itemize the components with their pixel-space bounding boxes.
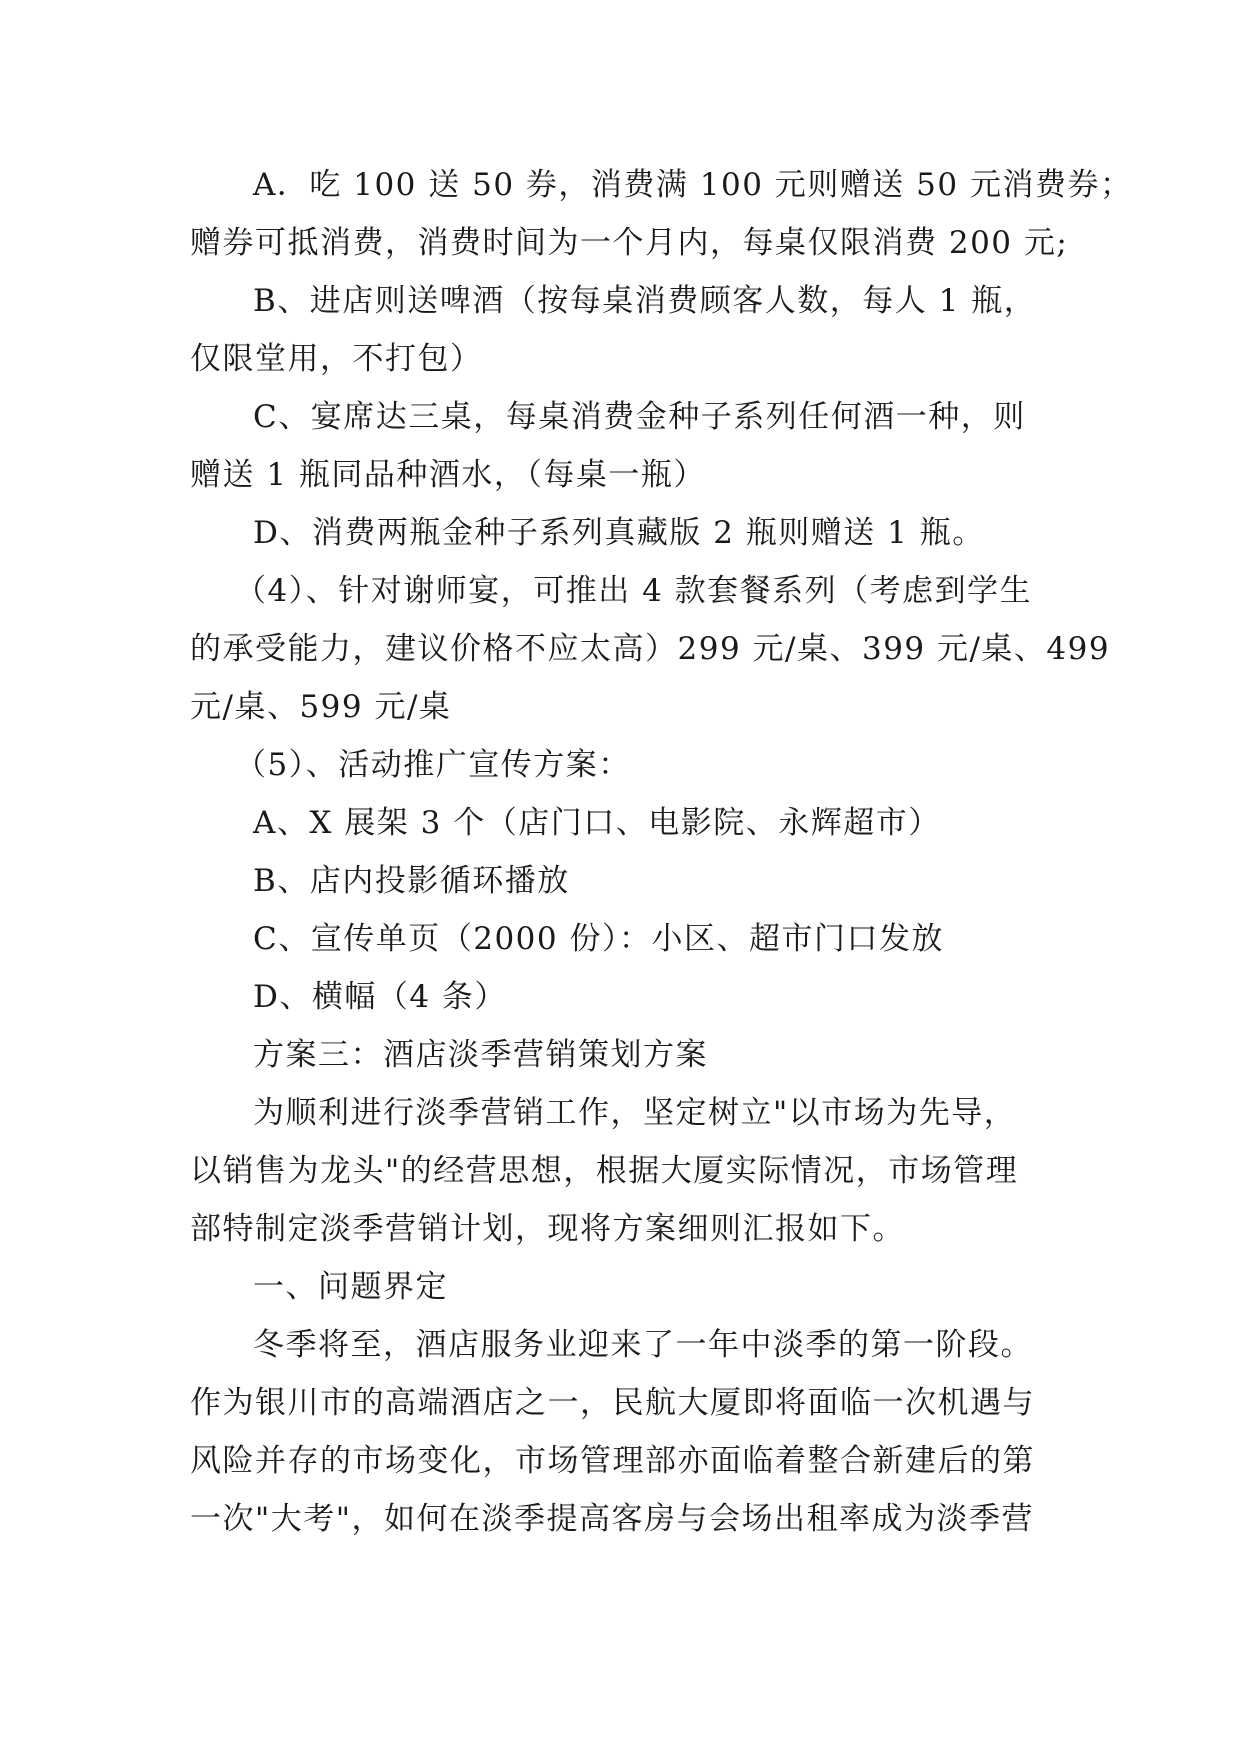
intro-line-1: 为顺利进行淡季营销工作，坚定树立"以市场为先导， <box>253 1095 1017 1131</box>
publicity-a: A、X 展架 3 个（店门口、电影院、永辉超市） <box>253 805 941 841</box>
document-body <box>190 156 1133 1548</box>
publicity-d: D、横幅（4 条） <box>253 979 507 1015</box>
promo-b-line-2: 仅限堂用，不打包） <box>190 341 483 377</box>
intro-line-3: 部特制定淡季营销计划，现将方案细则汇报如下。 <box>190 1211 905 1247</box>
section-4-line-3: 元/桌、599 元/桌 <box>190 689 452 725</box>
publicity-c: C、宣传单页（2000 份）：小区、超市门口发放 <box>253 921 944 957</box>
promo-a-line-1: A．吃 100 送 50 券，消费满 100 元则赠送 50 元消费券； <box>253 167 1133 203</box>
problem-definition-heading: 一、问题界定 <box>253 1269 448 1305</box>
section-4-line-2: 的承受能力，建议价格不应太高）299 元/桌、399 元/桌、499 <box>190 631 1111 667</box>
promo-d-line: D、消费两瓶金种子系列真藏版 2 瓶则赠送 1 瓶。 <box>253 515 985 551</box>
problem-line-4: 一次"大考"，如何在淡季提高客房与会场出租率成为淡季营 <box>190 1501 1035 1537</box>
plan-three-title: 方案三：酒店淡季营销策划方案 <box>253 1037 708 1073</box>
promo-a-line-2: 赠券可抵消费，消费时间为一个月内，每桌仅限消费 200 元; <box>190 225 1069 261</box>
problem-line-2: 作为银川市的高端酒店之一，民航大厦即将面临一次机遇与 <box>190 1385 1035 1421</box>
section-4-line-1: （4）、针对谢师宴，可推出 4 款套餐系列（考虑到学生 <box>235 573 1033 609</box>
section-5-heading: （5）、活动推广宣传方案： <box>235 747 631 783</box>
promo-c-line-2: 赠送 1 瓶同品种酒水，（每桌一瓶） <box>190 457 706 493</box>
promo-c-line-1: C、宴席达三桌，每桌消费金种子系列任何酒一种，则 <box>253 399 1026 435</box>
problem-line-3: 风险并存的市场变化，市场管理部亦面临着整合新建后的第 <box>190 1443 1035 1479</box>
intro-line-2: 以销售为龙头"的经营思想，根据大厦实际情况，市场管理 <box>190 1153 1019 1189</box>
publicity-b: B、店内投影循环播放 <box>253 863 570 899</box>
problem-line-1: 冬季将至，酒店服务业迎来了一年中淡季的第一阶段。 <box>253 1327 1033 1363</box>
promo-b-line-1: B、进店则送啤酒（按每桌消费顾客人数，每人 1 瓶， <box>253 283 1037 319</box>
